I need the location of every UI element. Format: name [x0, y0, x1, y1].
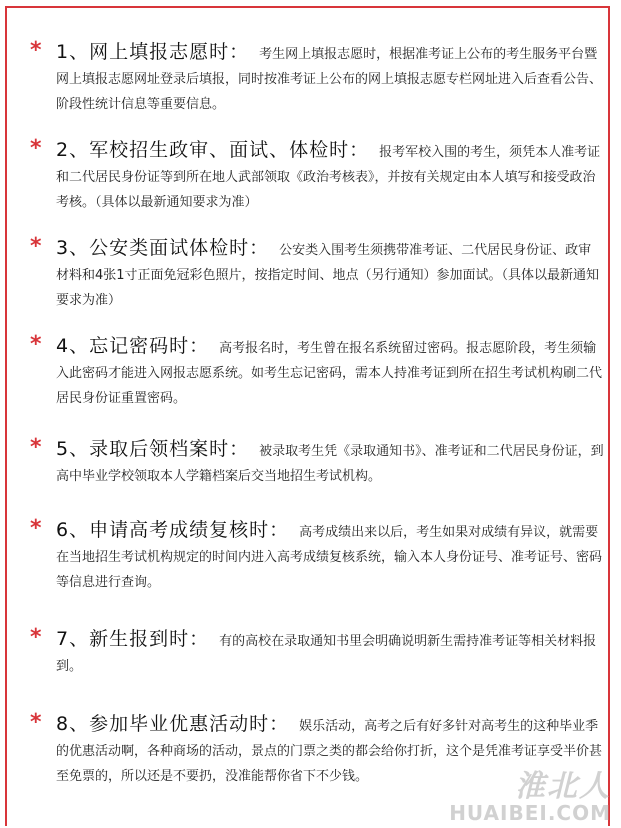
item-body: 被录取考生凭《录取通知书》、准考证和二代居民身份证，到高中毕业学校领取本人学籍档案后交当地招生考试机构。	[56, 444, 604, 484]
item-heading: 8、参加毕业优惠活动时：	[56, 713, 290, 735]
list-item-5	[30, 437, 604, 489]
list-item-3	[30, 236, 604, 313]
item-text	[56, 437, 604, 489]
list-item-7	[30, 627, 604, 679]
item-body: 高考成绩出来以后，考生如果对成绩有异议，就需要在当地招生考试机构规定的时间内进入高考成绩复核系统，输入本人身份证号、准考证号、密码等信息进行查询。	[56, 525, 603, 590]
item-text	[56, 40, 604, 117]
list-item-6	[30, 518, 604, 595]
watermark-en: HUAIBEI.COM	[449, 801, 611, 825]
star-icon: *	[30, 625, 42, 650]
item-body: 娱乐活动，高考之后有好多针对高考生的这种毕业季的优惠活动啊，各种商场的活动，景点的门票之类的都会给你打折，这个是凭准考证享受半价甚至免票的，所以还是不要扔，没准能帮你省下不少钱。	[56, 719, 603, 784]
item-heading: 4、忘记密码时：	[56, 335, 210, 357]
star-icon: *	[30, 234, 42, 259]
red-border-frame	[5, 6, 610, 826]
item-body: 有的高校在录取通知书里会明确说明新生需持准考证等相关材料报到。	[56, 634, 597, 674]
item-text	[56, 236, 604, 313]
star-icon: *	[30, 710, 42, 735]
star-icon: *	[30, 516, 42, 541]
item-heading: 2、军校招生政审、面试、体检时：	[56, 139, 370, 161]
list-item-1	[30, 40, 604, 117]
item-heading: 1、网上填报志愿时：	[56, 41, 250, 63]
item-heading: 5、录取后领档案时：	[56, 438, 250, 460]
item-text	[56, 138, 604, 215]
list-item-4	[30, 334, 604, 411]
item-body: 报考军校入围的考生，须凭本人准考证和二代居民身份证等到所在地人武部领取《政治考核表》，并按有关规定由本人填写和接受政治考核。（具体以最新通知要求为准）	[56, 145, 601, 210]
item-text	[56, 334, 604, 411]
item-heading: 7、新生报到时：	[56, 628, 210, 650]
item-heading: 6、申请高考成绩复核时：	[56, 519, 290, 541]
item-body: 公安类入围考生须携带准考证、二代居民身份证、政审材料和4张1寸正面免冠彩色照片，按指定时间、地点（另行通知）参加面试。（具体以最新通知要求为准）	[56, 243, 600, 308]
item-body: 考生网上填报志愿时，根据准考证上公布的考生服务平台暨网上填报志愿网址登录后填报，同时按准考证上公布的网上填报志愿专栏网址进入后查看公告、阶段性统计信息等重要信息。	[56, 47, 603, 112]
watermark-cn: 淮北人	[515, 769, 611, 804]
item-heading: 3、公安类面试体检时：	[56, 237, 270, 259]
star-icon: *	[30, 435, 42, 460]
star-icon: *	[30, 332, 42, 357]
item-body: 高考报名时，考生曾在报名系统留过密码。报志愿阶段，考生须输入此密码才能进入网报志愿系统。如考生忘记密码，需本人持准考证到所在招生考试机构刷二代居民身份证重置密码。	[56, 341, 603, 406]
site-watermark	[449, 769, 611, 825]
item-text	[56, 627, 604, 679]
star-icon: *	[30, 38, 42, 63]
list-item-2	[30, 138, 604, 215]
item-text	[56, 518, 604, 595]
star-icon: *	[30, 136, 42, 161]
